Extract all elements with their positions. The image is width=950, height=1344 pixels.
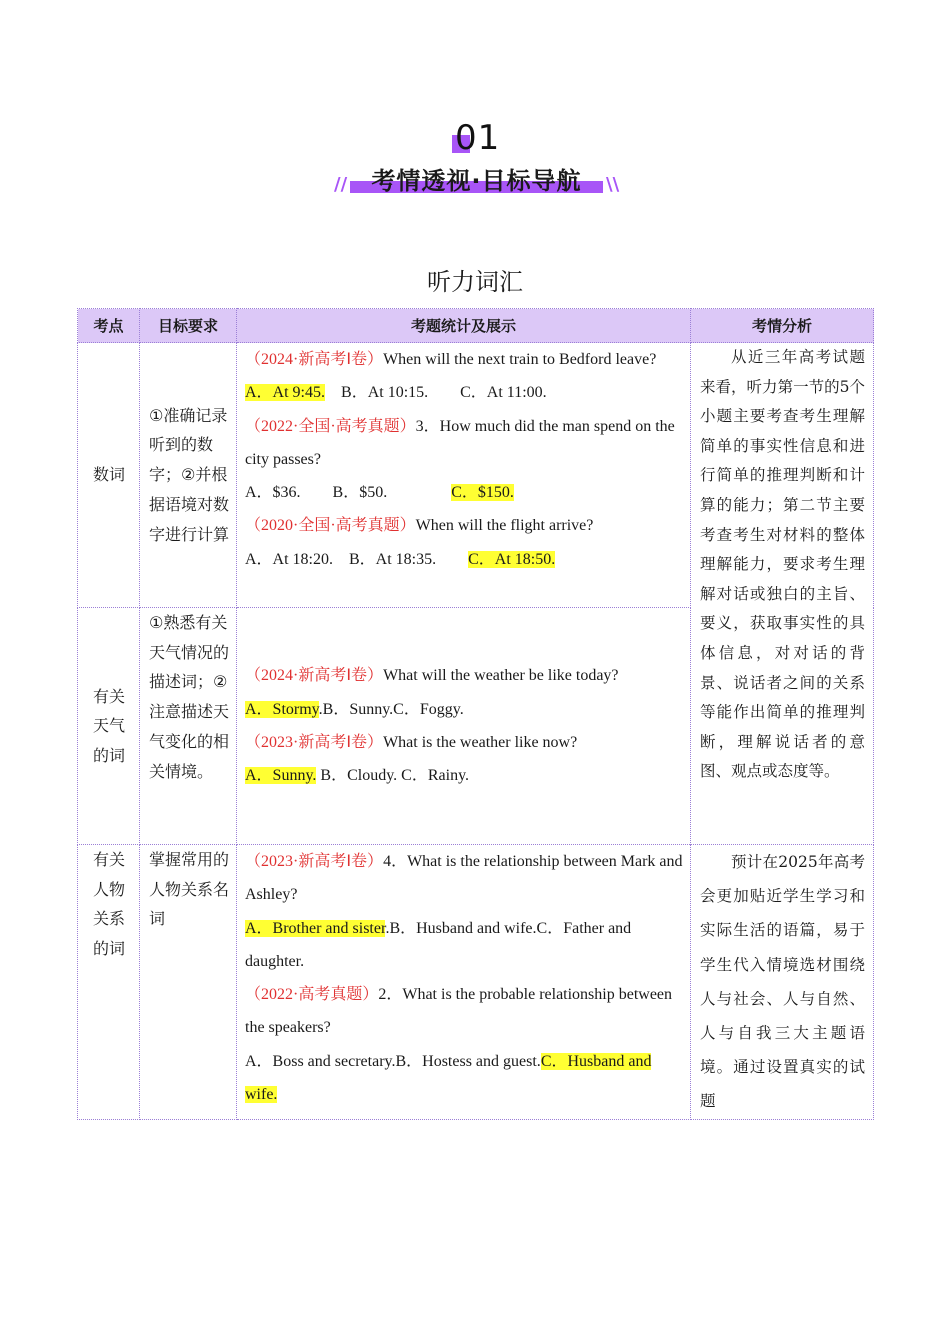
banner-title: 考情透视·目标导航 (371, 167, 582, 195)
header-stats: 考题统计及展示 (237, 309, 691, 343)
correct-answer: C．Husband and wife. (245, 1052, 652, 1104)
correct-answer: A．At 9:45. (245, 384, 326, 402)
correct-answer: C．At 18:50. (468, 550, 556, 568)
question-line (245, 726, 686, 759)
question-line (245, 978, 686, 1045)
table-row (78, 343, 874, 608)
question-line (245, 410, 686, 477)
exam-analysis-table (77, 308, 874, 1120)
goal-cell (140, 608, 237, 845)
topic-cell: 有关天气的词 (78, 608, 140, 845)
table-header-row (78, 309, 874, 343)
question-line (245, 509, 686, 542)
question-line (245, 659, 686, 692)
question-line (245, 845, 686, 912)
other-options: .B．Sunny.C．Foggy. (318, 700, 464, 718)
question-text: 3．How much did the man spend on the city passes? (245, 417, 675, 468)
source-tag: （2022·全国·高考真题） (245, 417, 416, 435)
header-analysis: 考情分析 (691, 309, 874, 343)
source-tag: （2022·高考真题） (245, 986, 379, 1004)
other-options: B．Cloudy. C．Rainy. (316, 767, 470, 785)
source-tag: （2023·新高考Ⅰ卷） (245, 734, 384, 751)
slash-left-decoration: // (334, 174, 348, 195)
analysis-cell (691, 845, 874, 1120)
other-options: A．$36. B．$50. (245, 484, 452, 502)
header-goal: 目标要求 (140, 309, 237, 343)
options-line (245, 543, 686, 576)
analysis-cell (691, 343, 874, 845)
other-options: A．At 18:20. B．At 18:35. (245, 550, 469, 568)
goal-text: 掌握常用的人物关系名词 (149, 850, 230, 929)
stats-cell (237, 343, 691, 608)
goal-text: ①准确记录听到的数字；②并根据语境对数字进行计算 (149, 405, 230, 544)
topic-cell: 有关人物关系的词 (78, 845, 140, 1120)
section-title: 听力词汇 (427, 268, 523, 296)
options-line (245, 1045, 686, 1112)
goal-cell (140, 343, 237, 608)
other-options: B．At 10:15. C．At 11:00. (325, 384, 547, 402)
source-tag: （2020·全国·高考真题） (245, 517, 416, 535)
other-options: A．Boss and secretary.B．Hostess and guest. (245, 1052, 541, 1070)
stats-cell (237, 608, 691, 845)
options-line (245, 376, 686, 409)
stats-cell (237, 845, 691, 1120)
question-line (245, 343, 686, 376)
correct-answer: A．Brother and sister (245, 919, 386, 937)
question-text: What will the weather be like today? (383, 667, 619, 685)
analysis-paragraph: 预计在2025年高考会更加贴近学生学习和实际生活的语篇，易于学生代入情境选材围绕人与社会、人与自然、人与自我三大主题语境。通过设置真实的试题 (700, 853, 865, 1111)
topic-cell: 数词 (78, 343, 140, 608)
question-text: When will the next train to Bedford leave? (383, 351, 657, 368)
source-tag: （2024·新高考Ⅰ卷） (245, 351, 384, 368)
slash-right-decoration: \\ (606, 174, 620, 195)
options-line (245, 693, 686, 726)
source-tag: （2023·新高考Ⅰ卷） (245, 853, 384, 870)
correct-answer: A．Stormy (245, 700, 319, 718)
question-text: What is the weather like now? (383, 734, 578, 751)
table-row (78, 845, 874, 1120)
header-topic: 考点 (78, 309, 140, 343)
question-text: 4．What is the relationship between Mark and Ashley? (245, 853, 683, 904)
analysis-paragraph: 从近三年高考试题来看，听力第一节的5个小题主要考查考生理解简单的事实性信息和进行简单的推理判断和计算的能力；第二节主要考查考生对材料的整体理解能力，要求考生理解对话或独白的主旨、要义，获取事实性的具体信息，对对话的背景、说话者之间的关系等能作出简单的推理判断，理解说话者的意图、观点或态度等。 (700, 348, 865, 781)
goal-cell (140, 845, 237, 1120)
question-text: When will the flight arrive? (415, 517, 594, 535)
options-line (245, 476, 686, 509)
question-text: 2．What is the probable relationship between the speakers? (245, 986, 673, 1037)
correct-answer: C．$150. (451, 484, 514, 502)
source-tag: （2024·新高考Ⅰ卷） (245, 667, 384, 685)
section-number: 01 (455, 118, 501, 158)
correct-answer: A．Sunny. (245, 767, 317, 785)
options-line (245, 912, 686, 979)
goal-text: ①熟悉有关天气情况的描述词；②注意描述天气变化的相关情境。 (149, 613, 230, 781)
options-line (245, 759, 686, 792)
other-options: .B．Husband and wife.C．Father and daughter. (245, 919, 632, 970)
